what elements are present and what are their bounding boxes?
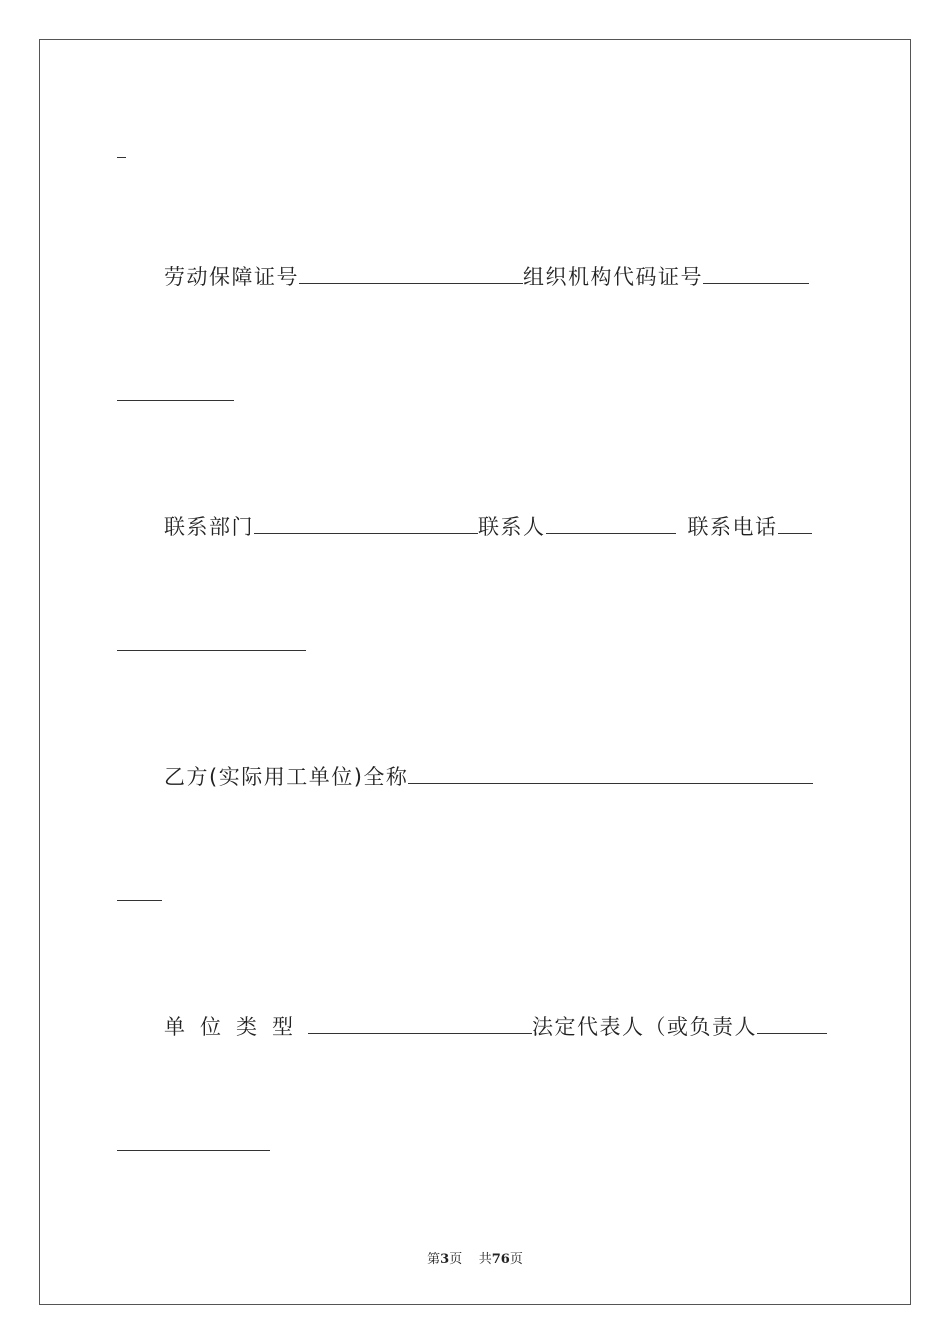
- blank-field: [117, 900, 162, 901]
- current-page-number: 3: [440, 1252, 450, 1267]
- contact-phone-label: 联系电话: [687, 515, 778, 539]
- page-border: [39, 39, 911, 1305]
- unit-type-label: 单位类型: [164, 1015, 308, 1039]
- blank-field: [117, 157, 126, 158]
- party-b-name-blank: [408, 783, 813, 784]
- continuation-line: [117, 873, 162, 907]
- labor-security-cert-label: 劳动保障证号: [164, 265, 299, 289]
- page-footer: [0, 1248, 950, 1267]
- blank-field: [117, 650, 306, 651]
- page-unit: 页: [449, 1252, 463, 1267]
- contact-phone-blank: [778, 533, 812, 534]
- total-unit: 页: [509, 1252, 523, 1267]
- continuation-line: [117, 373, 234, 407]
- unit-type-blank: [308, 1033, 532, 1034]
- total-pages-number: 76: [491, 1252, 510, 1267]
- form-row-contact: [164, 506, 812, 540]
- contact-dept-label: 联系部门: [164, 515, 254, 539]
- continuation-line: [117, 1123, 270, 1157]
- blank-field: [117, 400, 234, 401]
- legal-rep-label: 法定代表人（或负责人: [532, 1015, 757, 1039]
- form-row-unit-type: [164, 1006, 827, 1040]
- org-code-cert-blank: [703, 283, 809, 284]
- continuation-line: [117, 130, 126, 164]
- page-prefix: 第: [427, 1252, 441, 1267]
- legal-rep-blank: [757, 1033, 827, 1034]
- continuation-line: [117, 623, 306, 657]
- form-row-party-b: [164, 756, 813, 790]
- labor-security-cert-blank: [299, 283, 523, 284]
- blank-field: [117, 1150, 270, 1151]
- form-row-registration: [164, 256, 809, 290]
- contact-person-label: 联系人: [478, 515, 546, 539]
- total-prefix: 共: [478, 1252, 492, 1267]
- org-code-cert-label: 组织机构代码证号: [523, 265, 703, 289]
- contact-person-blank: [546, 533, 676, 534]
- party-b-name-label: 乙方(实际用工单位)全称: [164, 765, 409, 789]
- contact-dept-blank: [254, 533, 478, 534]
